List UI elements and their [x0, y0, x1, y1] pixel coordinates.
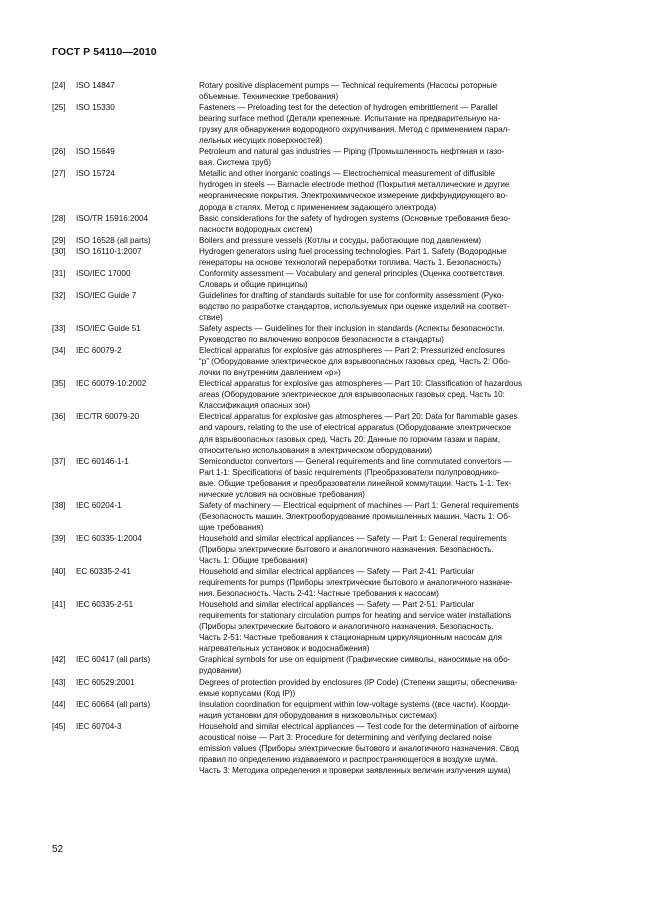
reference-number: [41] — [52, 600, 66, 610]
reference-title-line: hydrogen in steels — Barnacle electrode method (Покрытия металлические и другие — [199, 180, 510, 190]
reference-number: [25] — [52, 103, 66, 113]
reference-number: [43] — [52, 677, 66, 687]
reference-title-line: requirements for stationary circulation pumps for heating and service water installations — [199, 611, 512, 621]
reference-code: IEC/TR 60079-20 — [76, 412, 139, 422]
reference-entry — [52, 345, 598, 378]
reference-code: ISO 15649 — [76, 147, 115, 157]
reference-title — [199, 599, 598, 654]
reference-title-line: Household and similar electrical appliances — Safety — Part 1: General requirements — [199, 533, 507, 543]
reference-entry — [52, 290, 598, 323]
reference-number: [36] — [52, 412, 66, 422]
reference-title-line: Hydrogen generators using fuel processing technologies. Part 1. Safety (Водородные — [199, 246, 507, 256]
reference-title-line: Классификация опасных зон) — [199, 401, 311, 411]
reference-entry — [52, 699, 598, 721]
reference-title — [199, 246, 598, 268]
reference-code: ISO 16528 (all parts) — [76, 235, 151, 245]
reference-code: IEC 60079-2 — [76, 346, 122, 356]
reference-entry — [52, 168, 598, 212]
reference-title — [199, 268, 598, 290]
reference-code: ISO/IEC 17000 — [76, 268, 131, 278]
reference-entry — [52, 246, 598, 268]
reference-title-line: объемные. Технические требования) — [199, 92, 339, 102]
reference-code: IEC 60079-10:2002 — [76, 379, 147, 389]
reference-entry — [52, 102, 598, 146]
reference-title-line: Household and similar electrical appliances — Test code for the determination of airborne — [199, 721, 519, 731]
reference-title-line: emission values (Приборы электрические бытового и аналогичного назначения. Свод — [199, 743, 519, 753]
reference-title — [199, 699, 598, 721]
reference-code: IEC 60335-2-51 — [76, 600, 134, 610]
reference-entry — [52, 533, 598, 566]
reference-code: ISO/IEC Guide 51 — [76, 324, 141, 334]
reference-title-line: правил по определению издаваемого и распространяющегося в воздухе шума. — [199, 754, 498, 764]
reference-title-line: водство по разработке стандартов, используемых при оценке изделий на соответ- — [199, 301, 510, 311]
reference-title-line: нация установки для оборудования в низковольтных системах) — [199, 710, 437, 720]
reference-code: IEC 60146-1-1 — [76, 456, 129, 466]
reference-number: [40] — [52, 567, 66, 577]
reference-title — [199, 677, 598, 699]
reference-title-line: дорода в сталях. Метод с применением задающего электрода) — [199, 202, 437, 212]
reference-entry — [52, 566, 598, 599]
reference-title — [199, 500, 598, 533]
reference-code: ISO 16110-1:2007 — [76, 246, 142, 256]
reference-title-line: Часть 2-51: Частные требования к стационарным циркуляционным насосам для — [199, 633, 503, 643]
reference-title — [199, 290, 598, 323]
reference-title — [199, 378, 598, 411]
reference-number: [42] — [52, 655, 66, 665]
reference-title-line: Conformity assessment — Vocabulary and general principles (Оценка соответствия. — [199, 268, 505, 278]
reference-entry — [52, 146, 598, 168]
reference-number: [35] — [52, 379, 66, 389]
reference-title-line: пасности водородных систем) — [199, 224, 313, 234]
reference-number: [37] — [52, 456, 66, 466]
reference-title-line: Словарь и общие принципы) — [199, 279, 308, 289]
reference-number: [31] — [52, 268, 66, 278]
reference-number: [28] — [52, 213, 66, 223]
reference-number: [39] — [52, 533, 66, 543]
reference-number: [32] — [52, 290, 66, 300]
reference-code: IEC 60335-1:2004 — [76, 533, 142, 543]
reference-title-line: Fasteners — Preloading test for the detection of hydrogen embrittlement — Parallel — [199, 103, 498, 113]
reference-title — [199, 721, 598, 776]
reference-title-line: Petroleum and natural gas industries — Piping (Промышленность нефтяная и газо- — [199, 147, 505, 157]
reference-title — [199, 323, 598, 345]
reference-code: IEC 60664 (all parts) — [76, 699, 151, 709]
reference-title-line: requirements for pumps (Приборы электрические бытового и аналогичного назначе- — [199, 578, 513, 588]
document-header: ГОСТ Р 54110—2010 — [52, 46, 157, 58]
reference-title — [199, 345, 598, 378]
reference-title-line: Basic considerations for the safety of hydrogen systems (Основные требования безо- — [199, 213, 511, 223]
reference-title-line: and vapours, relating to the use of electrical apparatus (Оборудование электрическое — [199, 423, 511, 433]
reference-title-line: Safety aspects — Guidelines for their inclusion in standards (Аспекты безопасности. — [199, 324, 505, 334]
reference-code: EC 60335-2-41 — [76, 567, 131, 577]
reference-title-line: нические условия на основные требования) — [199, 489, 365, 499]
reference-title — [199, 102, 598, 146]
reference-title-line: относительно использования в электрическом оборудовании) — [199, 445, 433, 455]
reference-title-line: Semiconductor convertors — General requirements and line commutated convertors — — [199, 456, 512, 466]
reference-title — [199, 456, 598, 500]
reference-title-line: (Безопасность машин. Электрооборудование промышленных машин. Часть 1: Об- — [199, 511, 511, 521]
reference-title-line: Руководство по включению вопросов безопасности в стандарты) — [199, 335, 444, 345]
reference-title-line: Guidelines for drafting of standards suitable for use for conformity assessment (Руко- — [199, 290, 505, 300]
reference-code: IEC 60704-3 — [76, 721, 122, 731]
reference-title-line: ния. Безопасность. Часть 2-41: Частные требования к насосам) — [199, 589, 439, 599]
reference-entry — [52, 378, 598, 411]
reference-entry — [52, 456, 598, 500]
reference-code: ISO 15724 — [76, 169, 115, 179]
reference-title-line: (Приборы электрические бытового и аналогичного назначения. Безопасность. — [199, 544, 494, 554]
reference-code: ISO/IEC Guide 7 — [76, 290, 137, 300]
reference-title — [199, 654, 598, 676]
reference-entry — [52, 677, 598, 699]
reference-title-line: грузку для обнаружения водородного охрупчивания. Метод с применением парал- — [199, 125, 511, 135]
reference-title-line: Part 1-1: Specifications of basic requirements (Преобразователи полупроводнико- — [199, 467, 500, 477]
reference-code: IEC 60529:2001 — [76, 677, 135, 687]
reference-title — [199, 146, 598, 168]
reference-entry — [52, 599, 598, 654]
reference-title-line: генераторы на основе технологий переработки топлива. Часть 1. Безопасность) — [199, 257, 502, 267]
reference-title-line: “p” (Оборудование электрическое для взрывоопасных газовых сред. Часть 2: Обо- — [199, 357, 511, 367]
reference-title-line: Часть 1: Общие требования) — [199, 556, 308, 566]
reference-title-line: вая. Система труб) — [199, 158, 272, 168]
reference-title-line: Degrees of protection provided by enclosures (IP Code) (Степени защиты, обеспечива- — [199, 677, 518, 687]
page-number: 52 — [52, 844, 64, 855]
reference-title-line: Часть 3: Методика определения и проверки заявленных величин излучения шума) — [199, 765, 511, 775]
reference-code: ISO/TR 15916:2004 — [76, 213, 148, 223]
references-list — [52, 80, 598, 776]
reference-number: [26] — [52, 147, 66, 157]
reference-number: [27] — [52, 169, 66, 179]
reference-title-line: Rotary positive displacement pumps — Technical requirements (Насосы роторные — [199, 81, 497, 90]
reference-title — [199, 235, 598, 246]
reference-code: IEC 60204-1 — [76, 500, 122, 510]
reference-entry — [52, 411, 598, 455]
reference-title-line: Boilers and pressure vessels (Котлы и сосуды, работающие под давлением) — [199, 235, 482, 245]
reference-title-line: Electrical apparatus for explosive gas atmospheres — Part 10: Classification of hazardous — [199, 379, 523, 389]
reference-title — [199, 168, 598, 212]
reference-number: [30] — [52, 246, 66, 256]
reference-title — [199, 213, 598, 235]
reference-title-line: acoustical noise — Part 3: Procedure for determining and verifying declared noise — [199, 732, 492, 742]
reference-code: IEC 60417 (all parts) — [76, 655, 151, 665]
reference-title-line: Safety of machinery — Electrical equipment of machines — Part 1: General requirements — [199, 500, 519, 510]
reference-title-line: неорганические покрытия. Электрохимическое измерение диффундирующего во- — [199, 191, 508, 201]
reference-title-line: Household and similar electrical appliances — Safety — Part 2-41: Particular — [199, 567, 475, 577]
reference-title-line: щие требования) — [199, 522, 264, 532]
reference-entry — [52, 80, 598, 102]
reference-title-line: лельных несущих поверхностей) — [199, 136, 323, 146]
reference-title-line: нагревательных установок и водоснабжения) — [199, 644, 370, 654]
reference-title — [199, 566, 598, 599]
reference-title-line: Electrical apparatus for explosive gas atmospheres — Part 2: Pressurized enclosures — [199, 346, 505, 356]
reference-title-line: рудовании) — [199, 666, 242, 676]
reference-title-line: для взрывоопасных газовых сред. Часть 20: Данные по горючим газам и парам, — [199, 434, 500, 444]
reference-title-line: Electrical apparatus for explosive gas atmospheres — Part 20: Data for flammable gases — [199, 412, 518, 422]
reference-title — [199, 411, 598, 455]
reference-code: ISO 14847 — [76, 81, 115, 90]
reference-number: [29] — [52, 235, 66, 245]
reference-entry — [52, 268, 598, 290]
reference-title-line: ствие) — [199, 312, 223, 322]
reference-number: [45] — [52, 721, 66, 731]
reference-title — [199, 80, 598, 102]
reference-entry — [52, 235, 598, 246]
reference-title-line: емые корпусами (Код IP)) — [199, 688, 296, 698]
reference-code: ISO 15330 — [76, 103, 115, 113]
reference-title — [199, 533, 598, 566]
reference-number: [34] — [52, 346, 66, 356]
reference-number: [44] — [52, 699, 66, 709]
reference-title-line: Insulation coordination for equipment within low-voltage systems ((все части). Коорди- — [199, 699, 511, 709]
reference-entry — [52, 500, 598, 533]
reference-title-line: вые. Общие требования и преобразователи линейной коммутации. Часть 1-1: Тех- — [199, 478, 512, 488]
reference-title-line: areas (Оборудование электрическое для взрывоопасных газовых сред. Часть 10: — [199, 390, 505, 400]
reference-title-line: лочки по внутренним давлением «р») — [199, 368, 341, 378]
reference-number: [33] — [52, 324, 66, 334]
reference-number: [24] — [52, 81, 66, 90]
reference-title-line: Metallic and other inorganic coatings — Electrochemical measurement of diffusible — [199, 169, 495, 179]
reference-entry — [52, 721, 598, 776]
reference-number: [38] — [52, 500, 66, 510]
reference-title-line: Household and similar electrical appliances — Safety — Part 2-51: Particular — [199, 600, 475, 610]
reference-entry — [52, 213, 598, 235]
reference-entry — [52, 323, 598, 345]
reference-entry — [52, 654, 598, 676]
reference-title-line: Graphical symbols for use on equipment (Графические символы, наносимые на обо- — [199, 655, 511, 665]
reference-title-line: bearing surface method (Детали крепежные. Испытание на предварительную на- — [199, 114, 501, 124]
reference-title-line: (Приборы электрические бытового и аналогичного назначения. Безопасность. — [199, 622, 494, 632]
